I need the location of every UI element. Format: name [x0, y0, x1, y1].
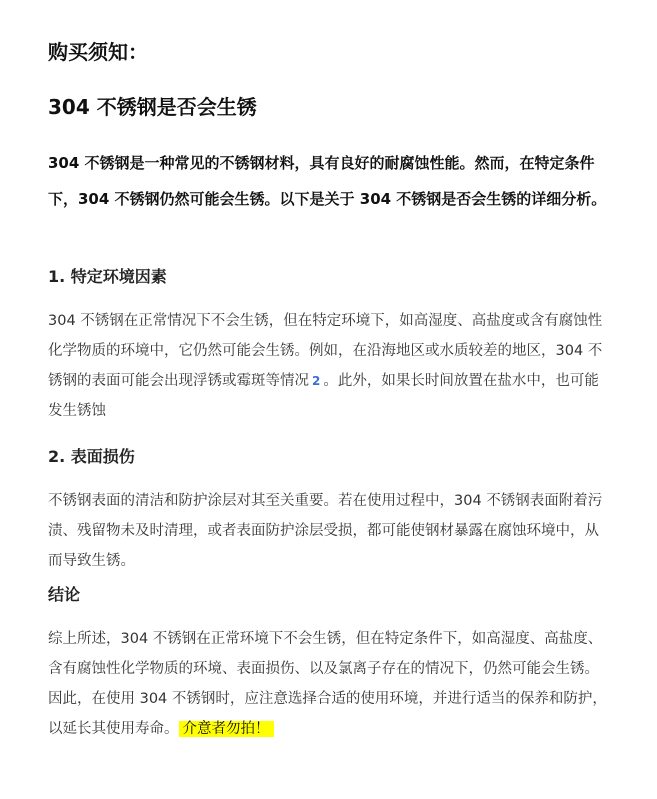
section-title-conclusion: 结论	[48, 585, 81, 604]
section-title-surface-damage: 2. 表面损伤	[48, 447, 135, 466]
section-body-conclusion	[48, 624, 608, 744]
conclusion-text: 综上所述，304 不锈钢在正常环境下不会生锈，但在特定条件下，如高湿度、高盐度、含有腐蚀性化学物质的环境、表面损伤、以及氯离子存在的情况下，仍然可能会生锈。因此，在使用 304 不锈钢时，应注意选择合适的使用环境，并进行适当的保养和防护，以延长其使用寿命。	[48, 631, 607, 737]
section-body-surface-damage: 不锈钢表面的清洁和防护涂层对其至关重要。若在使用过程中，304 不锈钢表面附着污渍、残留物未及时清理，或者表面防护涂层受损，都可能使钢材暴露在腐蚀环境中，从而导致生锈。	[48, 493, 603, 569]
section-body-text: 304 不锈钢在正常情况下不会生锈，但在特定环境下，如高湿度、高盐度或含有腐蚀性化学物质的环境中，它仍然可能会生锈。例如，在沿海地区或水质较差的地区，304 不锈钢的表面可能会出现浮锈或霉斑等情况	[48, 313, 603, 389]
article-title: 304 不锈钢是否会生锈	[48, 95, 257, 119]
purchase-notice-heading: 购买须知：	[48, 40, 148, 64]
section-body-environment	[48, 306, 608, 426]
intro-paragraph: 304 不锈钢是一种常见的不锈钢材料，具有良好的耐腐蚀性能。然而，在特定条件下，304 不锈钢仍然可能会生锈。以下是关于 304 不锈钢是否会生锈的详细分析。	[48, 154, 607, 208]
warning-highlight: 介意者勿拍！	[179, 721, 274, 737]
section-title-environment: 1. 特定环境因素	[48, 267, 167, 286]
section-body-text-continued: 。此外，如果长时间放置在盐水中，也可能发生锈蚀	[48, 373, 599, 419]
citation-link[interactable]: 2	[312, 374, 321, 388]
